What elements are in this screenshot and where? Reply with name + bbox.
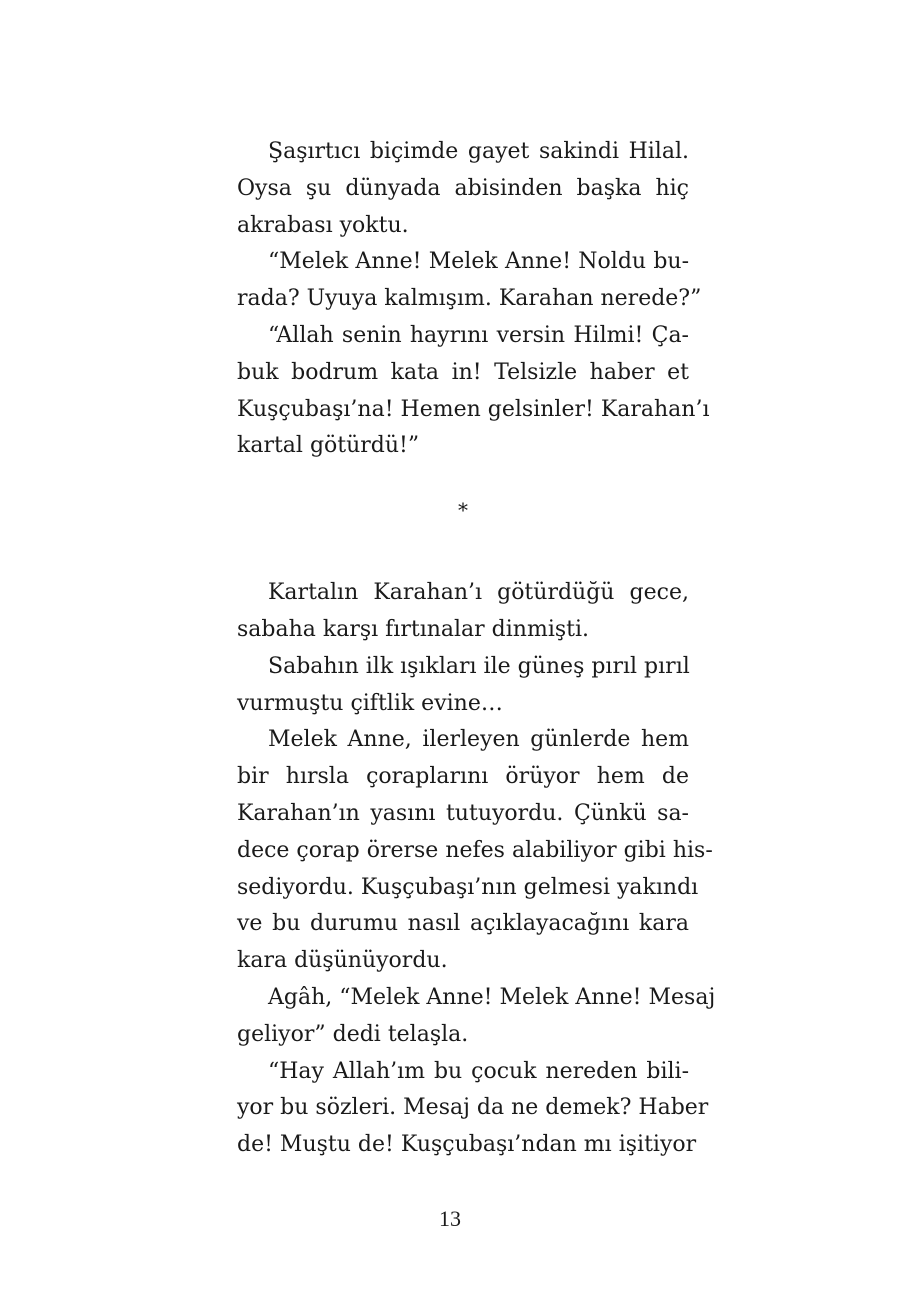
text-line: buk bodrum kata in! Telsizle haber et (237, 359, 689, 385)
text-line: kartal götürdü!” (237, 433, 420, 459)
text-line: Sabahın ilk ışıkları ile güneş pırıl pırıl (268, 653, 690, 679)
text-line: Kuşçubaşı’na! Hemen gelsinler! Karahan’ı (237, 396, 710, 422)
text-line: Oysa şu dünyada abisinden başka hiç (237, 175, 689, 201)
paragraph (237, 722, 713, 980)
paragraph (237, 318, 710, 465)
text-line: kara düşünüyordu. (237, 948, 448, 974)
text-line: rada? Uyuya kalmışım. Karahan nerede?” (237, 286, 702, 312)
paragraphs-after (237, 575, 716, 1164)
text-line: vurmuştu çiftlik evine… (237, 690, 503, 716)
paragraph (237, 1054, 709, 1164)
paragraph (237, 575, 689, 649)
text-line: Karahan’ın yasını tutuyordu. Çünkü sa- (237, 800, 689, 826)
text-line: sabaha karşı fırtınalar dinmişti. (237, 616, 590, 642)
text-line: yor bu sözleri. Mesaj da ne demek? Haber (237, 1095, 709, 1121)
section-separator: * (458, 498, 468, 523)
text-line: “Allah senin hayrını versin Hilmi! Ça- (268, 322, 689, 348)
text-line: “Hay Allah’ım bu çocuk nereden bili- (268, 1058, 689, 1084)
text-line: akrabası yoktu. (237, 212, 409, 238)
page-number: 13 (439, 1206, 461, 1231)
text-line: Şaşırtıcı biçimde gayet sakindi Hilal. (268, 139, 689, 164)
text-line: bir hırsla çoraplarını örüyor hem de (237, 764, 689, 790)
text-line: de! Muştu de! Kuşçubaşı’ndan mı işitiyor (237, 1132, 697, 1158)
text-line: ve bu durumu nasıl açıklayacağını kara (237, 911, 689, 937)
paragraph (237, 244, 702, 318)
text-line: Agâh, “Melek Anne! Melek Anne! Mesaj (268, 984, 716, 1010)
paragraph (237, 649, 689, 723)
text-line: Melek Anne, ilerleyen günlerde hem (268, 727, 689, 753)
paragraph (237, 980, 716, 1054)
text-line: “Melek Anne! Melek Anne! Noldu bu- (268, 249, 689, 275)
text-line: geliyor” dedi telaşla. (237, 1021, 469, 1047)
text-line: Kartalın Karahan’ı götürdüğü gece, (268, 580, 689, 606)
text-block (237, 134, 716, 1164)
text-line: dece çorap örerse nefes alabiliyor gibi his- (237, 837, 713, 863)
paragraphs-before (237, 134, 710, 465)
paragraph (237, 134, 689, 244)
text-line: sediyordu. Kuşçubaşı’nın gelmesi yakındı (237, 874, 699, 900)
